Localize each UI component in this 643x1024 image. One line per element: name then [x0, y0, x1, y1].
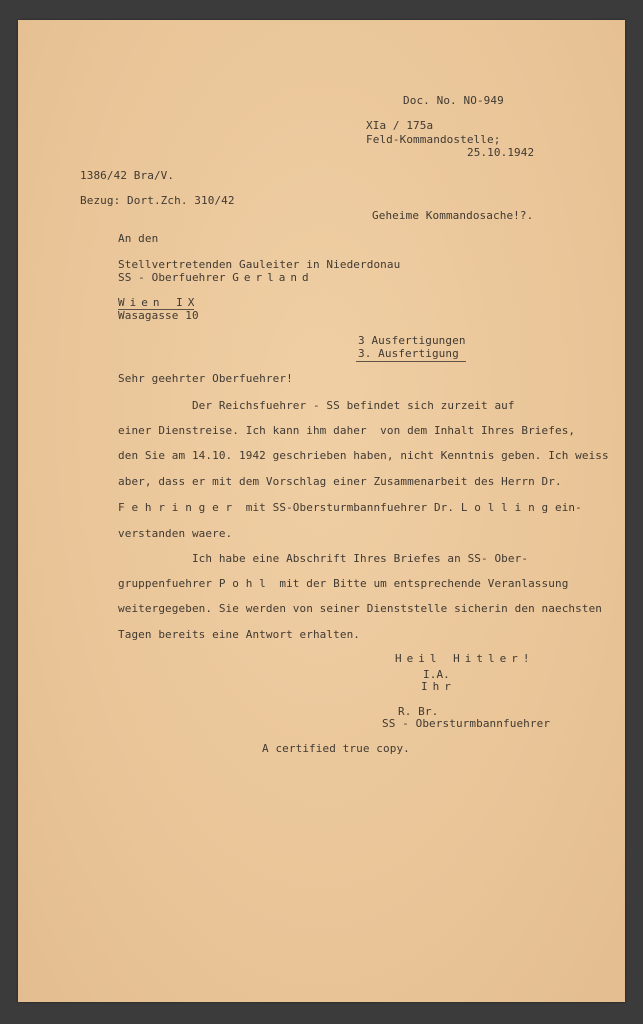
body-line: weitergegeben. Sie werden von seiner Dienststelle sicherin den naechsten	[118, 602, 603, 615]
body-line: verstanden waere.	[118, 527, 233, 540]
file-reference: 1386/42 Bra/V.	[80, 169, 175, 182]
body-line: Der Reichsfuehrer - SS befindet sich zurzeit auf	[118, 399, 515, 412]
closing-greeting: Heil Hitler!	[395, 652, 535, 665]
recipient-city: Wien IX	[118, 296, 200, 309]
office-location: Feld-Kommandostelle;	[366, 133, 501, 146]
body-line: den Sie am 14.10. 1942 geschrieben haben, nicht Kenntnis geben. Ich weiss	[118, 449, 609, 462]
recipient-surname: Gerland	[232, 271, 314, 284]
letter-date: 25.10.1942	[467, 146, 535, 159]
signer-rank: SS - Obersturmbannfuehrer	[382, 717, 551, 730]
body-line: aber, dass er mit dem Vorschlag einer Zusammenarbeit des Herrn Dr.	[118, 475, 562, 488]
copy-number: 3. Ausfertigung	[358, 347, 459, 360]
copies-count: 3 Ausfertigungen	[358, 334, 466, 347]
bezug-reference: Bezug: Dort.Zch. 310/42	[80, 194, 235, 207]
recipient-rank-name	[118, 271, 314, 284]
signer-initials: R. Br.	[398, 705, 439, 718]
body-line: F e h r i n g e r mit SS-Obersturmbannfuehrer Dr. L o l l i n g ein-	[118, 501, 582, 514]
recipient-title: Stellvertretenden Gauleiter in Niederdonau	[118, 258, 401, 271]
document-page	[18, 20, 625, 1002]
reference-code: XIa / 175a	[366, 119, 434, 132]
body-line: Ich habe eine Abschrift Ihres Briefes an SS- Ober-	[118, 552, 529, 565]
recipient-an: An den	[118, 232, 159, 245]
certified-copy-note: A certified true copy.	[262, 742, 410, 755]
recipient-street: Wasagasse 10	[118, 309, 199, 322]
closing-ia: I.A.	[423, 668, 450, 681]
salutation: Sehr geehrter Oberfuehrer!	[118, 372, 293, 385]
secret-marking: Geheime Kommandosache!?.	[372, 209, 534, 222]
doc-number: Doc. No. NO-949	[403, 94, 504, 107]
body-line: gruppenfuehrer P o h l mit der Bitte um entsprechende Veranlassung	[118, 577, 569, 590]
body-line: Tagen bereits eine Antwort erhalten.	[118, 628, 361, 641]
copy-underline	[356, 361, 466, 362]
body-line: einer Dienstreise. Ich kann ihm daher von dem Inhalt Ihres Briefes,	[118, 424, 576, 437]
closing-ihr: Ihr	[421, 680, 456, 693]
recipient-rank: SS - Oberfuehrer	[118, 271, 233, 284]
